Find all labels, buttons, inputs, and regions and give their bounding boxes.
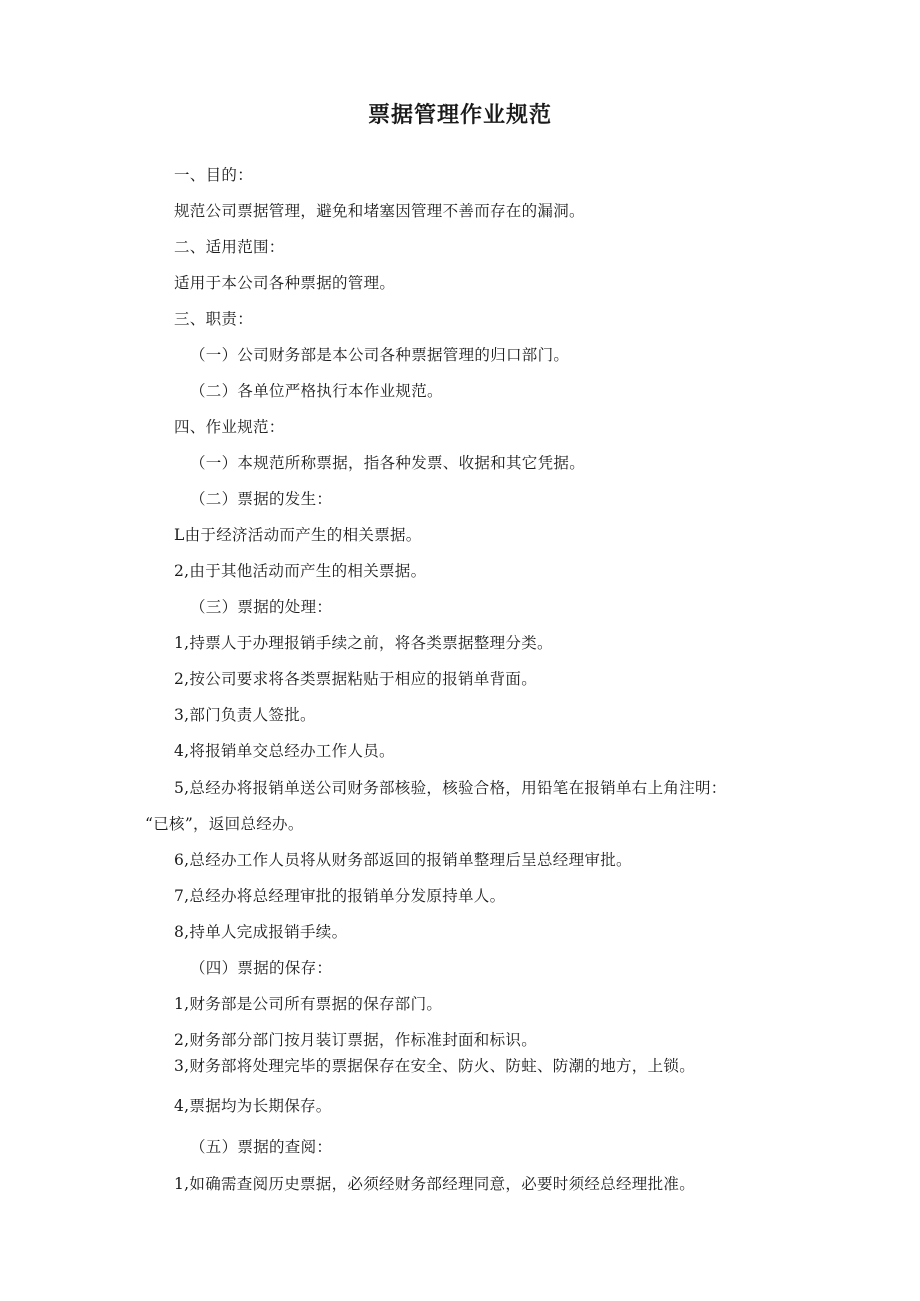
list-item: 6,总经办工作人员将从财务部返回的报销单整理后呈总经理审批。 (174, 851, 632, 869)
section-heading-responsibilities: 三、职责： (174, 310, 254, 328)
section-heading-purpose: 一、目的： (174, 166, 254, 184)
list-item: 1,如确需查阅历史票据，必须经财务部经理同意，必要时须经总经理批准。 (174, 1175, 695, 1193)
section-heading-scope: 二、适用范围： (174, 238, 285, 256)
subheading-bill-occurrence: （二）票据的发生： (190, 490, 333, 508)
list-item: 4,票据均为长期保存。 (174, 1097, 332, 1115)
paragraph-scope: 适用于本公司各种票据的管理。 (174, 274, 396, 292)
list-item: 3,部门负责人签批。 (174, 706, 316, 724)
paragraph-operations-1: （一）本规范所称票据，指各种发票、收据和其它凭据。 (190, 454, 586, 472)
paragraph-responsibility-1: （一）公司财务部是本公司各种票据管理的归口部门。 (190, 346, 570, 364)
list-item: 7,总经办将总经理审批的报销单分发原持单人。 (174, 887, 506, 905)
list-item: 5,总经办将报销单送公司财务部核验，核验合格，用铅笔在报销单右上角注明： (174, 779, 727, 797)
list-item: 2,由于其他活动而产生的相关票据。 (174, 562, 427, 580)
list-item: 2,财务部分部门按月装订票据，作标准封面和标识。 (174, 1031, 537, 1049)
list-item: L由于经济活动而产生的相关票据。 (174, 526, 422, 544)
subheading-bill-storage: （四）票据的保存： (190, 959, 333, 977)
paragraph-purpose: 规范公司票据管理，避免和堵塞因管理不善而存在的漏洞。 (174, 202, 585, 220)
list-item: 4,将报销单交总经办工作人员。 (174, 742, 395, 760)
section-heading-operations: 四、作业规范： (174, 418, 285, 436)
document-title: 票据管理作业规范 (367, 103, 552, 128)
subheading-bill-processing: （三）票据的处理： (190, 598, 333, 616)
list-item: 3,财务部将处理完毕的票据保存在安全、防火、防蛀、防潮的地方，上锁。 (174, 1057, 695, 1075)
list-item: 2,按公司要求将各类票据粘贴于相应的报销单背面。 (174, 670, 537, 688)
subheading-bill-inspection: （五）票据的查阅： (190, 1138, 333, 1156)
paragraph-responsibility-2: （二）各单位严格执行本作业规范。 (190, 382, 443, 400)
list-item: 1,财务部是公司所有票据的保存部门。 (174, 995, 443, 1013)
list-item-continuation: “已核”，返回总经办。 (145, 815, 304, 833)
list-item: 8,持单人完成报销手续。 (174, 923, 348, 941)
list-item: 1,持票人于办理报销手续之前，将各类票据整理分类。 (174, 634, 553, 652)
